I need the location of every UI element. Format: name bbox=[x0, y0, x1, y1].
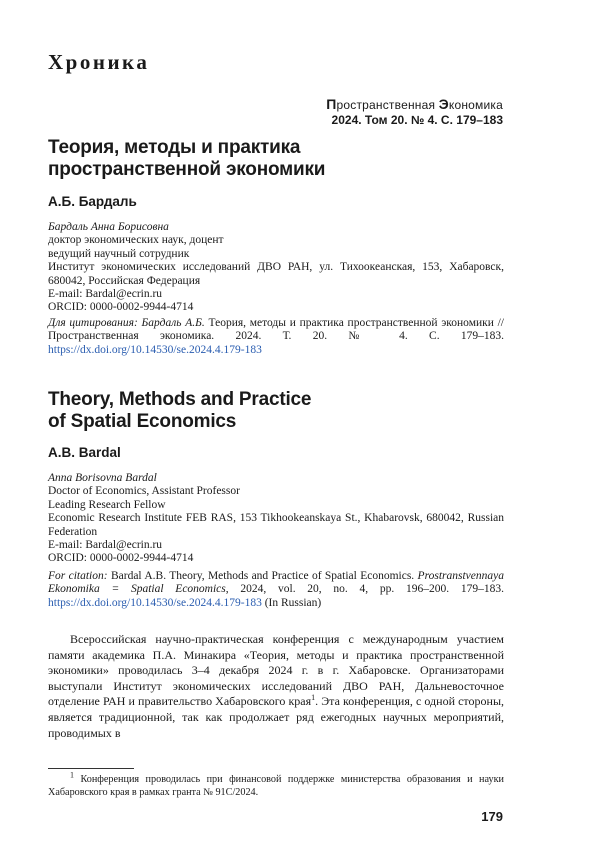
footnote-mark: 1 bbox=[70, 770, 74, 780]
citation-ru: Для цитирования: Бардаль А.Б. Теория, методы и практика пространственной экономики // Пространственная экономика. 2024. Т. 20. № 4. С. 179–183. https://dx.doi.org/10.14530/se.2024.4.179-183 bbox=[48, 317, 504, 356]
author-affiliation-en: Economic Research Institute FEB RAS, 153 Tikhookeanskaya St., Khabarovsk, 680042, Russian Federation bbox=[48, 512, 504, 538]
author-degree-ru: доктор экономических наук, доцент bbox=[48, 234, 224, 247]
author-affiliation-ru: Институт экономических исследований ДВО РАН, ул. Тихоокеанская, 153, Хабаровск, 680042, Российская Федерация bbox=[48, 261, 504, 287]
footnote: $^1$ Конференция проводилась при финансовой поддержке министерства образования и науки Хабаровского края в рамках гранта № 91С/2024. bbox=[48, 770, 504, 798]
footnote-reference[interactable]: 1 bbox=[311, 693, 316, 703]
author-en: A.B. Bardal bbox=[48, 445, 121, 460]
author-full-name-en: Anna Borisovna Bardal bbox=[48, 472, 157, 484]
section-heading: Хроника bbox=[48, 50, 150, 74]
citation-en: For citation: Bardal A.B. Theory, Methods and Practice of Spatial Economics. Prostranstvennaya Ekonomika = Spatial Economics, 2024, vol. 20, no. 4, pp. 196–200. 179–183. https://dx.doi.org/10.14530/se.2024.4.179-183 (In Russian) bbox=[48, 570, 504, 609]
author-info-en bbox=[48, 472, 504, 566]
journal-header bbox=[326, 96, 503, 127]
author-ru: А.Б. Бардаль bbox=[48, 194, 137, 209]
author-full-name-ru: Бардаль Анна Борисовна bbox=[48, 221, 169, 233]
body-paragraph: Всероссийская научно-практическая конференция с международным участием памяти академика П.А. Минакира «Теория, методы и практика пространственной экономики» проводилась 3–4 декабря 2024 г. в г. Хабаровске. Организаторами выступали Институт экономических исследований ДВО РАН, Дальневосточное отделение РАН и правительство Хабаровского края$^1$. Эта конференция, с одной стороны, является традиционной, так как продолжает ряд ежегодных научных мероприятий, проводимых в bbox=[48, 632, 505, 740]
author-email-ru: E-mail: Bardal@ecrin.ru bbox=[48, 288, 163, 301]
article-body bbox=[48, 632, 504, 741]
journal-name: Пространственная Экономика bbox=[326, 96, 503, 112]
doi-link-en[interactable]: https://dx.doi.org/10.14530/se.2024.4.179-183 bbox=[48, 596, 262, 609]
author-info-ru bbox=[48, 221, 504, 315]
page-number: 179 bbox=[481, 809, 503, 824]
author-position-ru: ведущий научный сотрудник bbox=[48, 247, 190, 260]
author-position-en: Leading Research Fellow bbox=[48, 498, 166, 511]
article-title-ru: Теория, методы и практика пространственной экономики bbox=[48, 137, 326, 180]
author-degree-en: Doctor of Economics, Assistant Professor bbox=[48, 485, 240, 498]
author-orcid-en: ORCID: 0000-0002-9944-4714 bbox=[48, 552, 194, 565]
author-orcid-ru: ORCID: 0000-0002-9944-4714 bbox=[48, 301, 194, 314]
doi-link-ru[interactable]: https://dx.doi.org/10.14530/se.2024.4.179-183 bbox=[48, 343, 262, 356]
article-title-en: Theory, Methods and Practice of Spatial Economics bbox=[48, 389, 312, 432]
footnote-divider bbox=[48, 768, 134, 769]
journal-issue: 2024. Том 20. № 4. С. 179–183 bbox=[331, 113, 503, 127]
author-email-en: E-mail: Bardal@ecrin.ru bbox=[48, 539, 163, 552]
